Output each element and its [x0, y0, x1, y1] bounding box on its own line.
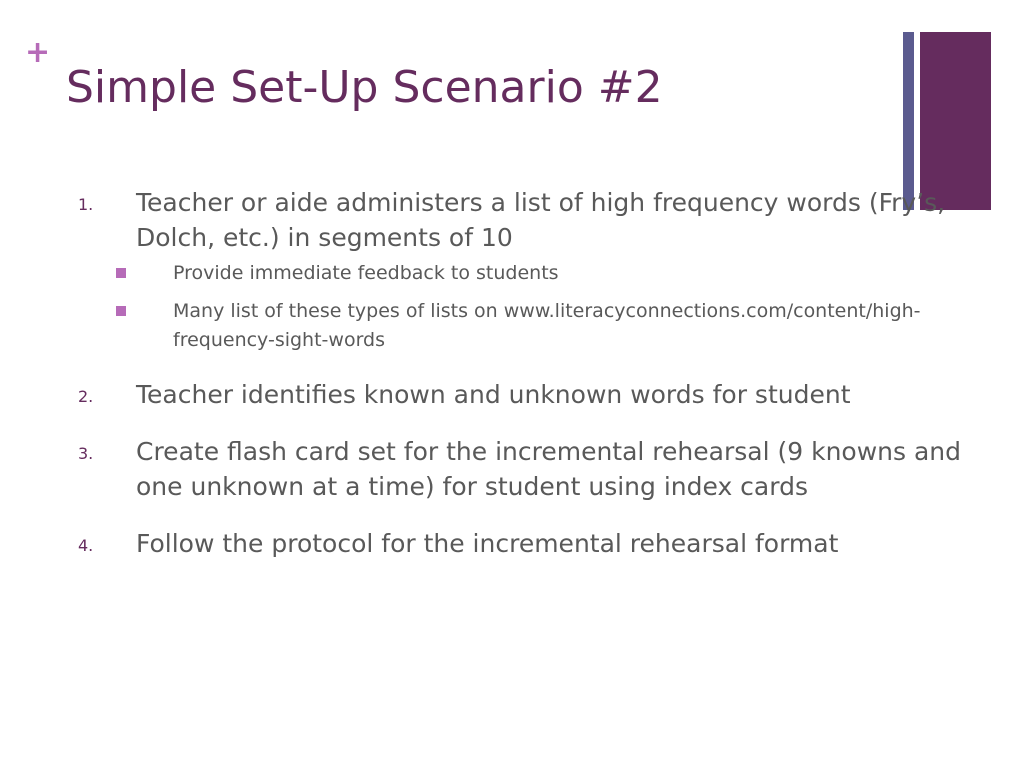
list-item-2 [78, 377, 978, 412]
list-number: 1. [78, 195, 94, 214]
list-item-3 [78, 434, 978, 504]
slide-content [78, 185, 978, 583]
list-number: 3. [78, 444, 94, 463]
sub-list-item [116, 259, 978, 288]
list-number: 2. [78, 387, 94, 406]
list-item-4 [78, 526, 978, 561]
square-bullet-icon [116, 306, 126, 316]
decorative-bar-thick [920, 32, 991, 210]
sub-list-item-text: Provide immediate feedback to students [173, 262, 559, 284]
list-item-text: Teacher identifies known and unknown words for student [136, 380, 851, 409]
list-item-1 [78, 185, 978, 355]
slide-title: Simple Set-Up Scenario #2 [66, 62, 663, 113]
decorative-bar-thin [903, 32, 914, 210]
list-item-text: Create flash card set for the incremental rehearsal (9 knowns and one unknown at a time) for student using index cards [136, 437, 961, 501]
sub-list [116, 259, 978, 355]
list-item-text: Teacher or aide administers a list of high frequency words (Fry’s, Dolch, etc.) in segments of 10 [136, 188, 946, 252]
square-bullet-icon [116, 268, 126, 278]
plus-icon: + [25, 35, 51, 70]
list-number: 4. [78, 536, 94, 555]
sub-list-item [116, 297, 978, 355]
sub-list-item-text: Many list of these types of lists on www.literacyconnections.com/content/high-frequency-sight-words [173, 300, 921, 351]
list-item-text: Follow the protocol for the incremental rehearsal format [136, 529, 839, 558]
